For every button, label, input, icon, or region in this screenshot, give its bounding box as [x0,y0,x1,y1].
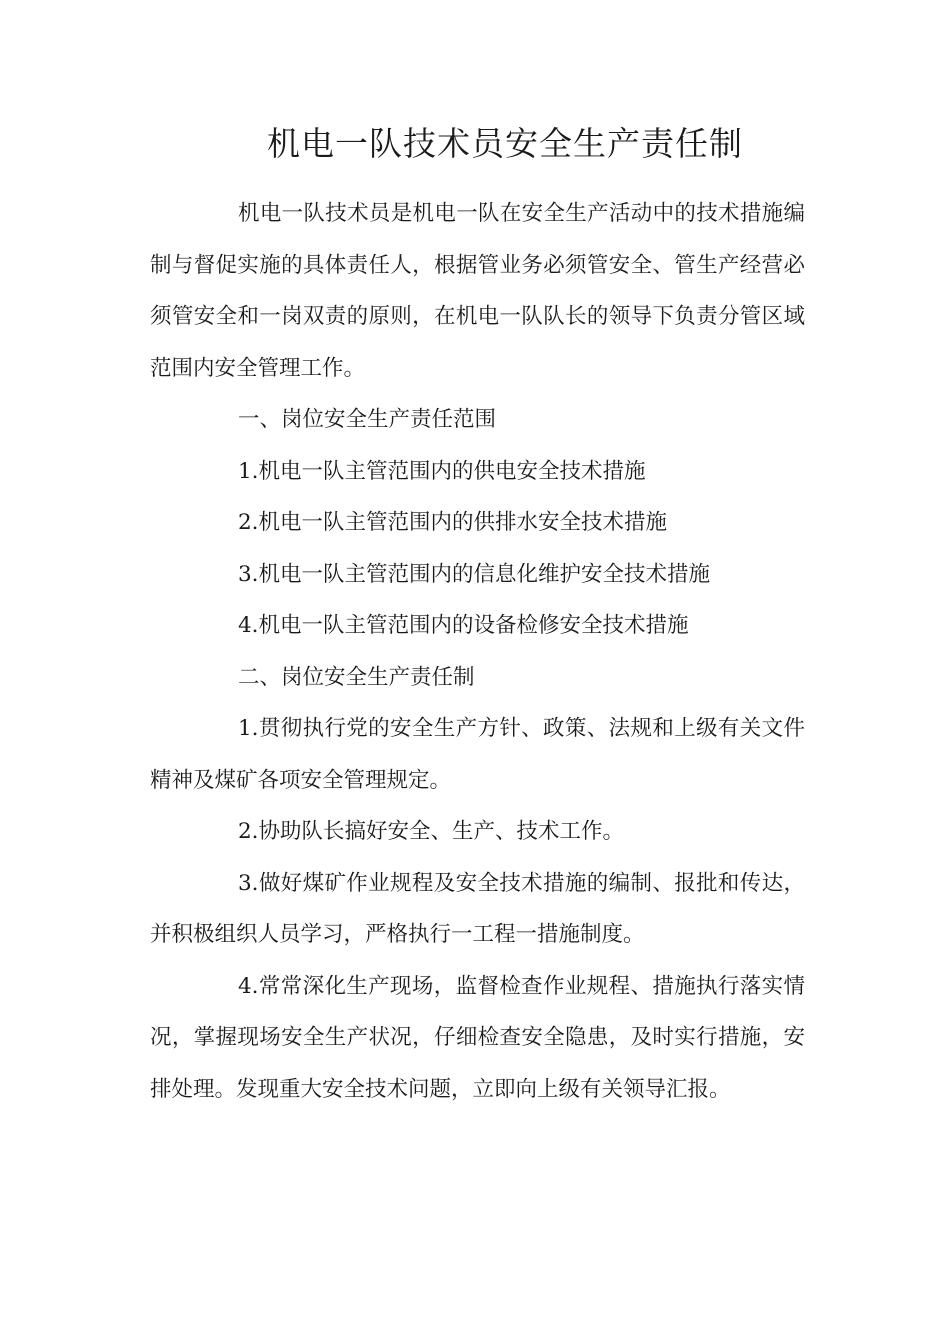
document-title: 机电一队技术员安全生产责任制 [267,124,743,163]
section-heading-scope: 一、岗位安全生产责任范围 [238,407,497,432]
list-item-scope-2: 2.机电一队主管范围内的供排水安全技术措施 [238,510,668,535]
list-item-scope-1: 1.机电一队主管范围内的供电安全技术措施 [238,458,646,484]
list-item-scope-4: 4.机电一队主管范围内的设备检修安全技术措施 [238,613,689,638]
list-item-responsibility-2: 2.协助队长搞好安全、生产、技术工作。 [238,819,625,844]
section-heading-responsibility: 二、岗位安全生产责任制 [238,664,475,690]
list-item-responsibility-4: 4.常常深化生产现场，监督检查作业规程、措施执行落实情况，掌握现场安全生产状况，仔细检查安全隐患，及时实行措施，安排处理。发现重大安全技术问题，立即向上级有关领导汇报。 [150,973,805,1102]
list-item-responsibility-1: 1.贯彻执行党的安全生产方针、政策、法规和上级有关文件精神及煤矿各项安全管理规定。 [150,716,805,793]
document-body [150,188,805,1115]
list-item-scope-3: 3.机电一队主管范围内的信息化维护安全技术措施 [238,561,711,587]
list-item-responsibility-3: 3.做好煤矿作业规程及安全技术措施的编制、报批和传达，并积极组织人员学习，严格执行一工程一措施制度。 [150,870,805,947]
paragraph-intro: 机电一队技术员是机电一队在安全生产活动中的技术措施编制与督促实施的具体责任人，根据管业务必须管安全、管生产经营必须管安全和一岗双责的原则，在机电一队队长的领导下负责分管区域范围内安全管理工作。 [150,201,805,381]
